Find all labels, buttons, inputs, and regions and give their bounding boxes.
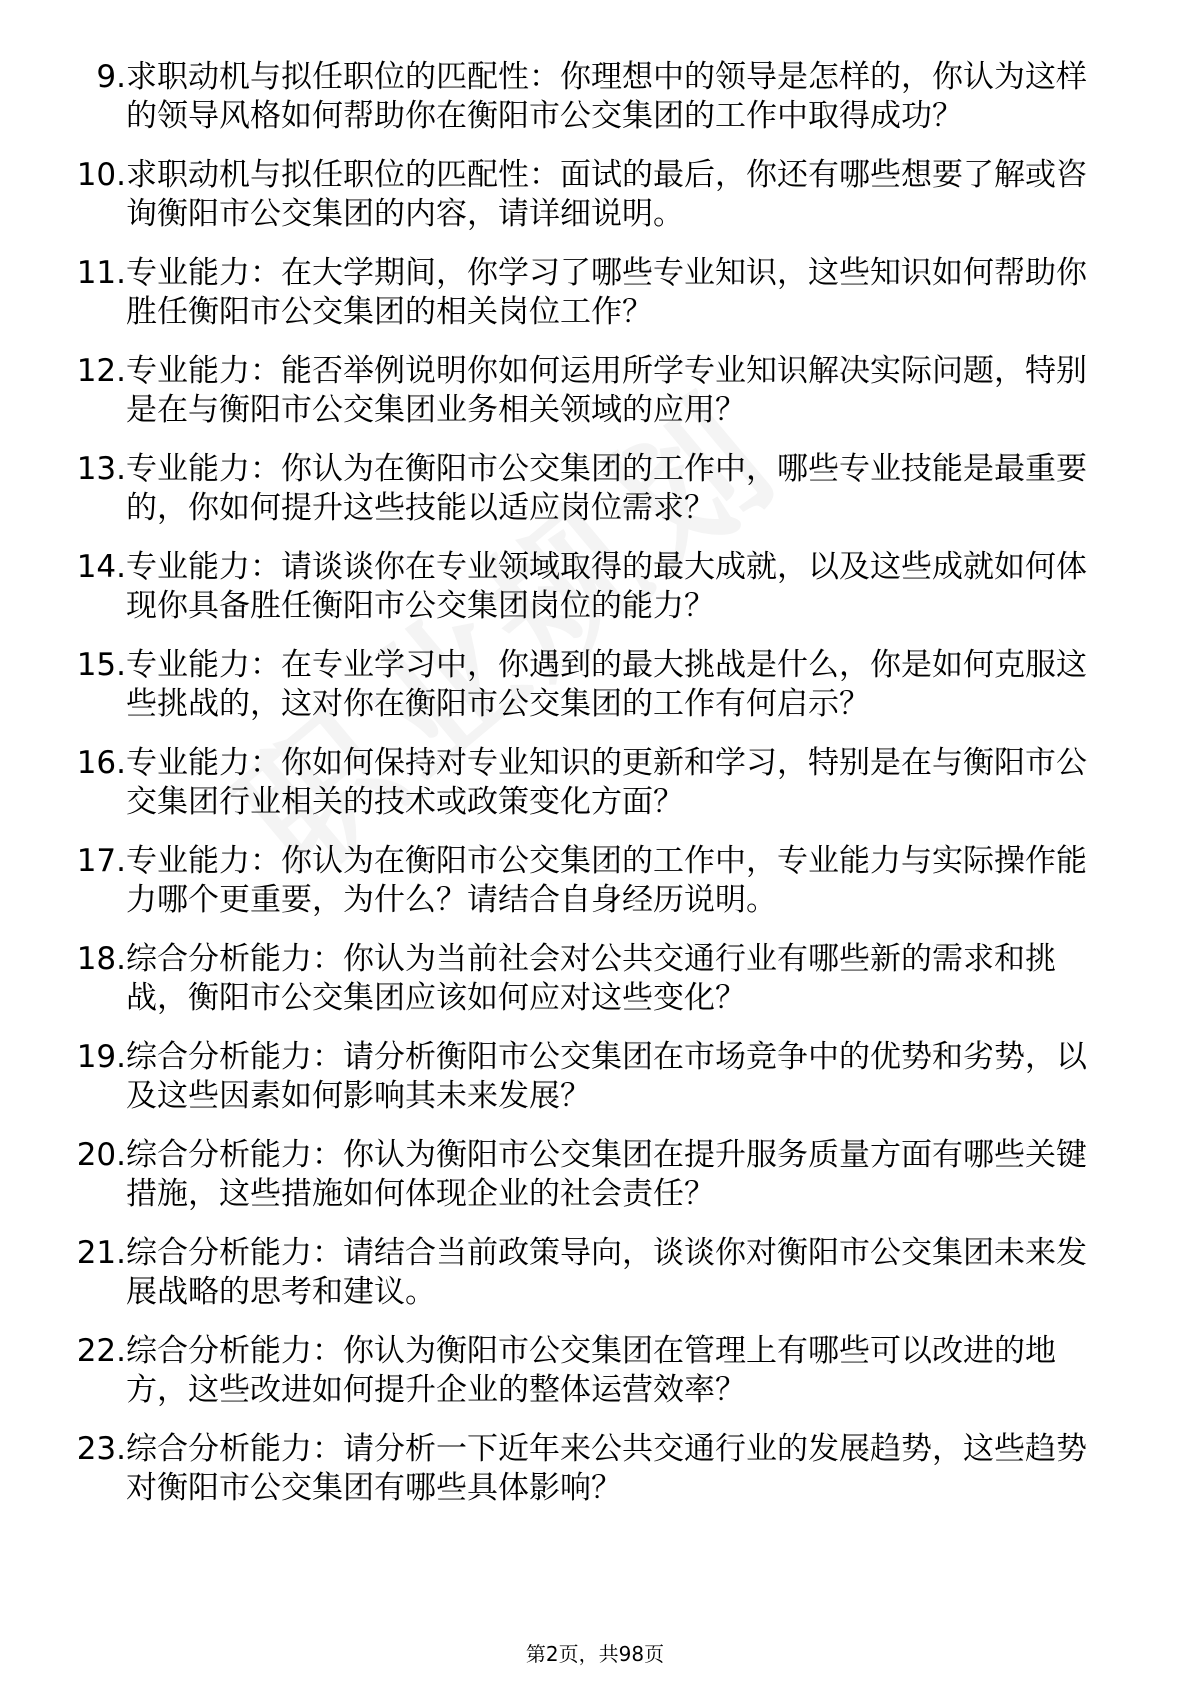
question-item — [0, 1332, 1190, 1410]
question-number: 22. — [76, 1333, 126, 1369]
question-text: 求职动机与拟任职位的匹配性：面试的最后，你还有哪些想要了解或咨询衡阳市公交集团的内容，请详细说明。 — [126, 157, 1087, 232]
question-item — [0, 646, 1190, 724]
question-item — [0, 842, 1190, 920]
question-text: 综合分析能力：请分析一下近年来公共交通行业的发展趋势，这些趋势对衡阳市公交集团有哪些具体影响？ — [126, 1431, 1087, 1506]
question-text: 专业能力：请谈谈你在专业领域取得的最大成就，以及这些成就如何体现你具备胜任衡阳市公交集团岗位的能力？ — [126, 549, 1087, 624]
question-text: 综合分析能力：请分析衡阳市公交集团在市场竞争中的优势和劣势，以及这些因素如何影响其未来发展？ — [126, 1039, 1087, 1114]
question-number: 10. — [76, 157, 126, 193]
question-list — [0, 58, 1190, 1528]
question-text: 专业能力：在大学期间，你学习了哪些专业知识，这些知识如何帮助你胜任衡阳市公交集团的相关岗位工作？ — [126, 255, 1087, 330]
question-item — [0, 254, 1190, 332]
question-text: 专业能力：你认为在衡阳市公交集团的工作中，哪些专业技能是最重要的，你如何提升这些技能以适应岗位需求？ — [126, 451, 1087, 526]
question-number: 11. — [76, 255, 126, 291]
question-text: 求职动机与拟任职位的匹配性：你理想中的领导是怎样的，你认为这样的领导风格如何帮助你在衡阳市公交集团的工作中取得成功？ — [126, 59, 1087, 134]
question-number: 15. — [76, 647, 126, 683]
question-number: 13. — [76, 451, 126, 487]
question-number: 17. — [76, 843, 126, 879]
question-number: 14. — [76, 549, 126, 585]
question-item — [0, 940, 1190, 1018]
question-item — [0, 1136, 1190, 1214]
question-text: 综合分析能力：你认为衡阳市公交集团在管理上有哪些可以改进的地方，这些改进如何提升企业的整体运营效率？ — [126, 1333, 1056, 1408]
question-number: 12. — [76, 353, 126, 389]
question-item — [0, 548, 1190, 626]
question-item — [0, 450, 1190, 528]
question-text: 专业能力：你认为在衡阳市公交集团的工作中，专业能力与实际操作能力哪个更重要，为什么？请结合自身经历说明。 — [126, 843, 1087, 918]
question-text: 专业能力：在专业学习中，你遇到的最大挑战是什么，你是如何克服这些挑战的，这对你在衡阳市公交集团的工作有何启示？ — [126, 647, 1087, 722]
question-item — [0, 1038, 1190, 1116]
question-item — [0, 352, 1190, 430]
question-number: 21. — [76, 1235, 126, 1271]
question-item — [0, 1430, 1190, 1508]
page-number: 第2页，共98页 — [525, 1642, 665, 1666]
question-item — [0, 156, 1190, 234]
question-number: 23. — [76, 1431, 126, 1467]
question-item — [0, 1234, 1190, 1312]
question-text: 专业能力：能否举例说明你如何运用所学专业知识解决实际问题，特别是在与衡阳市公交集团业务相关领域的应用？ — [126, 353, 1087, 428]
question-number: 20. — [76, 1137, 126, 1173]
question-number: 19. — [76, 1039, 126, 1075]
question-text: 综合分析能力：请结合当前政策导向，谈谈你对衡阳市公交集团未来发展战略的思考和建议。 — [126, 1235, 1087, 1310]
question-item — [0, 58, 1190, 136]
question-number: 18. — [76, 941, 126, 977]
question-text: 专业能力：你如何保持对专业知识的更新和学习，特别是在与衡阳市公交集团行业相关的技术或政策变化方面？ — [126, 745, 1087, 820]
question-number: 9. — [96, 59, 126, 95]
question-text: 综合分析能力：你认为当前社会对公共交通行业有哪些新的需求和挑战，衡阳市公交集团应该如何应对这些变化？ — [126, 941, 1056, 1016]
question-number: 16. — [76, 745, 126, 781]
question-item — [0, 744, 1190, 822]
question-text: 综合分析能力：你认为衡阳市公交集团在提升服务质量方面有哪些关键措施，这些措施如何体现企业的社会责任？ — [126, 1137, 1087, 1212]
